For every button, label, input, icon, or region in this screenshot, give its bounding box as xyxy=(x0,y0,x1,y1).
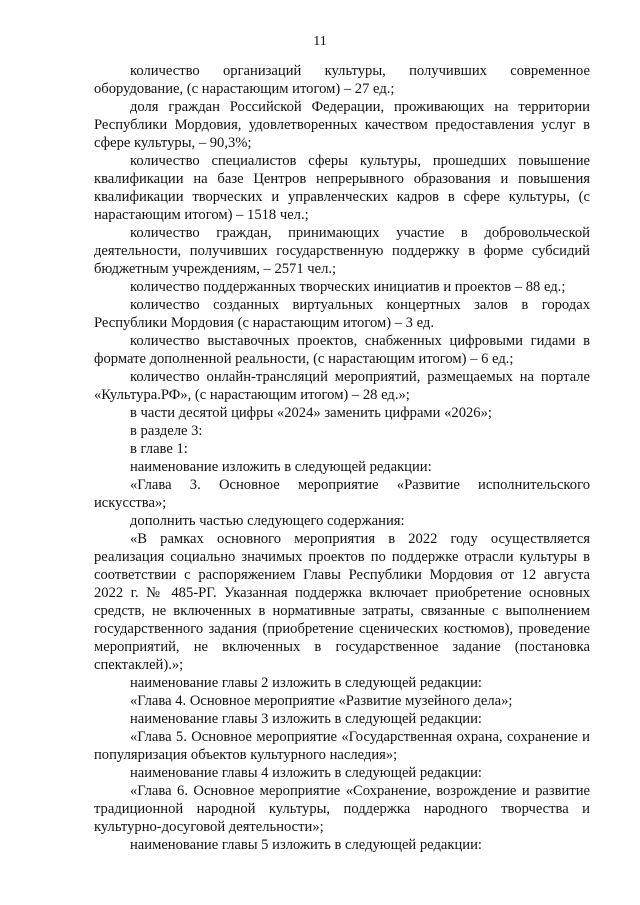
paragraph: количество организаций культуры, получивших современное оборудование, (с нарастающим итогом) – 27 ед.; xyxy=(94,63,590,97)
paragraph: в главе 1: xyxy=(130,441,188,457)
paragraph: «В рамках основного мероприятия в 2022 году осуществляется реализация социально значимых проектов по поддержке отрасли культуры в соответствии с распоряжением Главы Республики Мордовия от 12 августа 2022 г. № 485-РГ. Указанная поддержка включает приобретение основных средств, не включенных в нормативные затраты, связанные с выполнением государственного задания (приобретение сценических костюмов), проведение мероприятий, не включенных в государственное задание (постановка спектаклей).»; xyxy=(94,531,590,673)
paragraph: количество поддержанных творческих инициатив и проектов – 88 ед.; xyxy=(130,279,566,295)
paragraph: доля граждан Российской Федерации, проживающих на территории Республики Мордовия, удовлетворенных качеством предоставления услуг в сфере культуры, – 90,3%; xyxy=(94,99,590,151)
paragraph: наименование главы 4 изложить в следующей редакции: xyxy=(130,765,482,781)
paragraph: «Глава 6. Основное мероприятие «Сохранение, возрождение и развитие традиционной народной культуры, поддержка народного творчества и культурно-досуговой деятельности»; xyxy=(94,783,590,835)
paragraph: «Глава 5. Основное мероприятие «Государственная охрана, сохранение и популяризация объектов культурного наследия»; xyxy=(94,729,590,763)
paragraph: в разделе 3: xyxy=(130,423,203,439)
paragraph: наименование изложить в следующей редакции: xyxy=(130,459,432,475)
paragraph: количество созданных виртуальных концертных залов в городах Республики Мордовия (с нарастающим итогом) – 3 ед. xyxy=(94,297,590,331)
document-body xyxy=(94,62,590,854)
paragraph: «Глава 4. Основное мероприятие «Развитие музейного дела»; xyxy=(130,693,513,709)
page-number: 11 xyxy=(313,34,327,49)
paragraph: количество онлайн-трансляций мероприятий, размещаемых на портале «Культура.РФ», (с нарастающим итогом) – 28 ед.»; xyxy=(94,369,590,403)
paragraph: количество специалистов сферы культуры, прошедших повышение квалификации на базе Центров непрерывного образования и повышения квалификации творческих и управленческих кадров в сфере культуры, (с нарастающим итогом) – 1518 чел.; xyxy=(94,153,590,223)
paragraph: в части десятой цифры «2024» заменить цифрами «2026»; xyxy=(130,405,492,421)
paragraph: дополнить частью следующего содержания: xyxy=(130,513,405,529)
paragraph: количество выставочных проектов, снабженных цифровыми гидами в формате дополненной реальности, (с нарастающим итогом) – 6 ед.; xyxy=(94,333,590,367)
paragraph: наименование главы 5 изложить в следующей редакции: xyxy=(130,837,482,853)
paragraph: наименование главы 3 изложить в следующей редакции: xyxy=(130,711,482,727)
paragraph: «Глава 3. Основное мероприятие «Развитие исполнительского искусства»; xyxy=(94,477,590,511)
paragraph: количество граждан, принимающих участие в добровольческой деятельности, получивших государственную поддержку в форме субсидий бюджетным учреждениям, – 2571 чел.; xyxy=(94,225,590,277)
paragraph: наименование главы 2 изложить в следующей редакции: xyxy=(130,675,482,691)
